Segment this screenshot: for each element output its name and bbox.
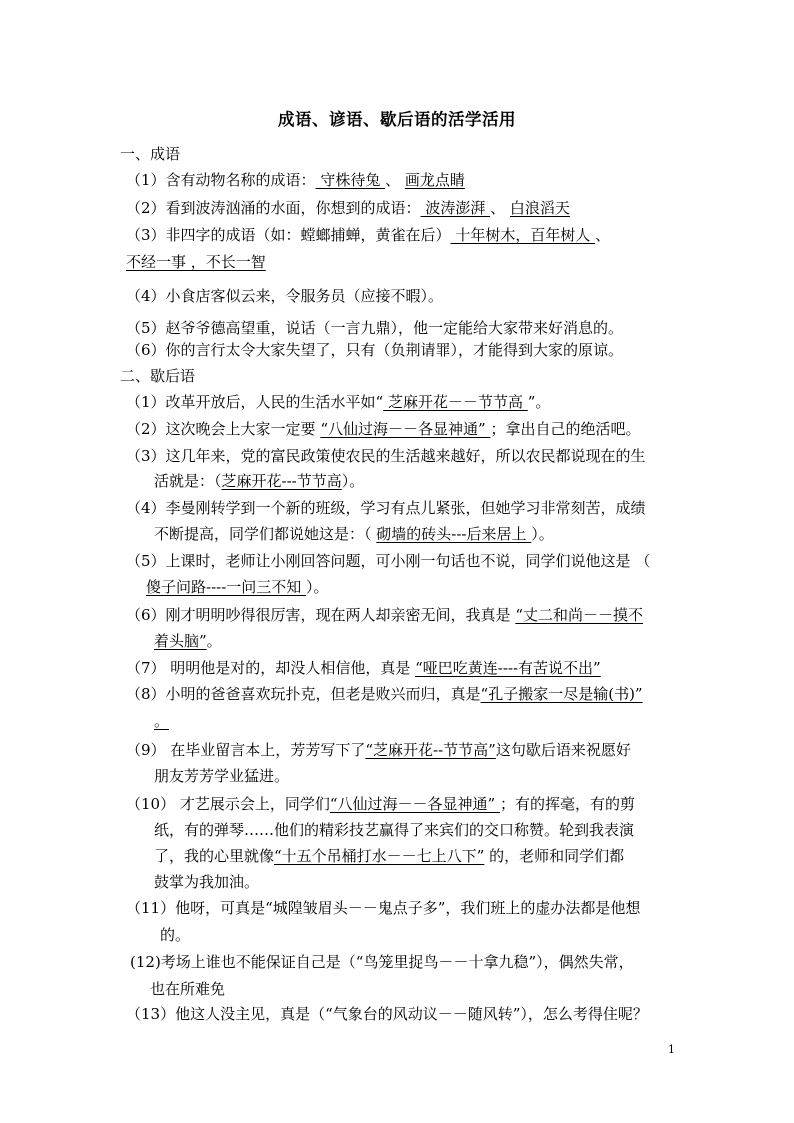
question-text: （9） 在毕业留言本上，芳芳写下了 <box>126 741 366 759</box>
question-text: 了，我的心里就像 <box>154 847 275 865</box>
xiehouyu-question-9 <box>126 740 631 760</box>
answer-blank: “八仙过海－－各显神通” <box>329 795 500 813</box>
answer-blank: 着头脑” <box>154 632 207 650</box>
answer-blank: 芝麻开花－－节节高 <box>383 393 528 411</box>
idiom-question-5: （5）赵爷爷德高望重，说话（一言九鼎），他一定能给大家带来好消息的。 <box>126 319 624 337</box>
question-text: （6）刚才明明吵得很厉害，现在两人却亲密无间，我真是 <box>126 606 516 624</box>
idiom-question-3 <box>126 225 610 245</box>
question-text: 。 <box>206 632 222 650</box>
idiom-question-2 <box>126 198 570 218</box>
question-text: （8）小明的爸爸喜欢玩扑克，但老是败兴而归，真是 <box>126 685 481 703</box>
xiehouyu-question-10-line4: 鼓掌为我加油。 <box>154 873 260 891</box>
separator: 、 <box>595 226 611 244</box>
answer-blank: “丈二和尚－－摸不 <box>515 606 643 624</box>
xiehouyu-question-6 <box>126 605 643 625</box>
xiehouyu-question-9-cont: 朋友芳芳学业猛进。 <box>154 767 290 785</box>
question-text: ）。 <box>531 525 554 543</box>
question-text: ；有的挥毫，有的剪 <box>499 795 635 813</box>
answer-blank: “十五个吊桶打水－－七上八下” <box>274 847 485 865</box>
question-text: ）。 <box>341 472 365 490</box>
xiehouyu-question-5: （5）上课时，老师让小刚回答问题，可小刚一句话也不说，同学们说他这是 （ <box>126 552 651 570</box>
answer-blank: “哑巴吃黄连----有苦说不出” <box>415 659 601 677</box>
question-text: （1）改革开放后，人民的生活水平如“ <box>126 393 384 411</box>
question-text: 不断提高，同学们都说她这是：（ <box>154 525 377 543</box>
answer-blank: 十年树木，百年树人 <box>450 226 596 244</box>
question-text: ”。 <box>527 393 551 411</box>
xiehouyu-question-11: （11）他呀，可真是“城隍皱眉头－－鬼点子多”，我们班上的虚办法都是他想 <box>126 899 641 917</box>
answer-blank: 芝麻开花---节节高 <box>221 472 342 490</box>
xiehouyu-question-13: （13）他这人没主见，真是（“气象台的风动议－－随风转”），怎么考得住呢？ <box>126 1005 648 1023</box>
answer-blank: 傻子问路----一问三不知 <box>146 578 307 596</box>
xiehouyu-question-5-cont <box>146 577 329 597</box>
question-text: （10） 才艺展示会上，同学们 <box>126 795 330 813</box>
answer-blank: 守株待兔 <box>315 171 386 189</box>
section-heading-xiehouyu: 二、歇后语 <box>120 367 196 385</box>
question-text: （7） 明明他是对的，却没人相信他，真是 <box>126 659 416 677</box>
idiom-question-1 <box>126 170 465 190</box>
answer-blank: “孔子搬家一尽是输(书)” <box>480 685 643 703</box>
page-number: 1 <box>668 1043 675 1056</box>
answer-blank: “芝麻开花--节节高” <box>365 741 496 759</box>
separator: 、 <box>490 199 510 217</box>
xiehouyu-question-12-cont: 也在所难免 <box>150 980 226 998</box>
answer-blank: 。 <box>154 712 170 730</box>
xiehouyu-question-8 <box>126 684 643 704</box>
xiehouyu-question-11-cont: 的。 <box>160 926 191 944</box>
question-text: 这句歇后语来祝愿好 <box>495 741 631 759</box>
xiehouyu-question-12: (12)考场上谁也不能保证自己是（“鸟笼里捉鸟－－十拿九稳”），偶然失常， <box>130 953 634 971</box>
section-heading-idioms: 一、成语 <box>120 145 181 163</box>
xiehouyu-question-8-cont <box>154 711 169 731</box>
separator: 、 <box>385 171 405 189</box>
answer-blank: 不经一事 ，不长一智 <box>126 253 266 271</box>
question-text: （2）这次晚会上大家一定要 <box>126 420 321 438</box>
xiehouyu-question-6-cont <box>154 631 222 651</box>
answer-blank: 白浪滔天 <box>509 199 570 217</box>
question-text: 的，老师和同学们都 <box>484 847 625 865</box>
answer-blank: 波涛澎湃 <box>420 199 491 217</box>
answer-blank: “八仙过海－－各显神通” <box>320 420 491 438</box>
question-text: （3）非四字的成语（如：螳螂捕蝉，黄雀在后） <box>126 226 451 244</box>
xiehouyu-question-10-line2: 纸，有的弹琴……他们的精彩技艺赢得了来宾们的交口称赞。轮到我表演 <box>154 821 635 839</box>
idiom-question-4: （4）小食店客似云来，令服务员（应接不暇）。 <box>126 287 444 305</box>
xiehouyu-question-4-cont <box>154 524 554 544</box>
xiehouyu-question-7 <box>126 658 601 678</box>
answer-blank: 砌墙的砖头---后来居上 <box>376 525 532 543</box>
idiom-question-6: （6）你的言行太令大家失望了，只有（负荆请罪），才能得到大家的原谅。 <box>126 341 624 359</box>
xiehouyu-question-10 <box>126 794 635 814</box>
question-text: ）。 <box>306 578 329 596</box>
xiehouyu-question-1 <box>126 392 550 412</box>
xiehouyu-question-3: （3）这几年来，党的富民政策使农民的生活越来越好，所以农民都说现在的生 <box>126 447 646 465</box>
page-title: 成语、谚语、歇后语的活学活用 <box>278 110 516 129</box>
xiehouyu-question-2 <box>126 419 640 439</box>
xiehouyu-question-3-cont <box>154 471 364 491</box>
xiehouyu-question-10-line3 <box>154 846 624 866</box>
xiehouyu-question-4: （4）李曼刚转学到一个新的班级，学习有点儿紧张，但她学习非常刻苦，成绩 <box>126 499 646 517</box>
answer-blank: 画龙点睛 <box>404 171 465 189</box>
question-text: 活就是：（ <box>154 472 222 490</box>
question-text: （2）看到波涛汹涌的水面，你想到的成语： <box>126 199 421 217</box>
idiom-question-3-cont <box>126 252 266 272</box>
question-text: （1）含有动物名称的成语： <box>126 171 316 189</box>
question-text: ；拿出自己的绝活吧。 <box>490 420 641 438</box>
